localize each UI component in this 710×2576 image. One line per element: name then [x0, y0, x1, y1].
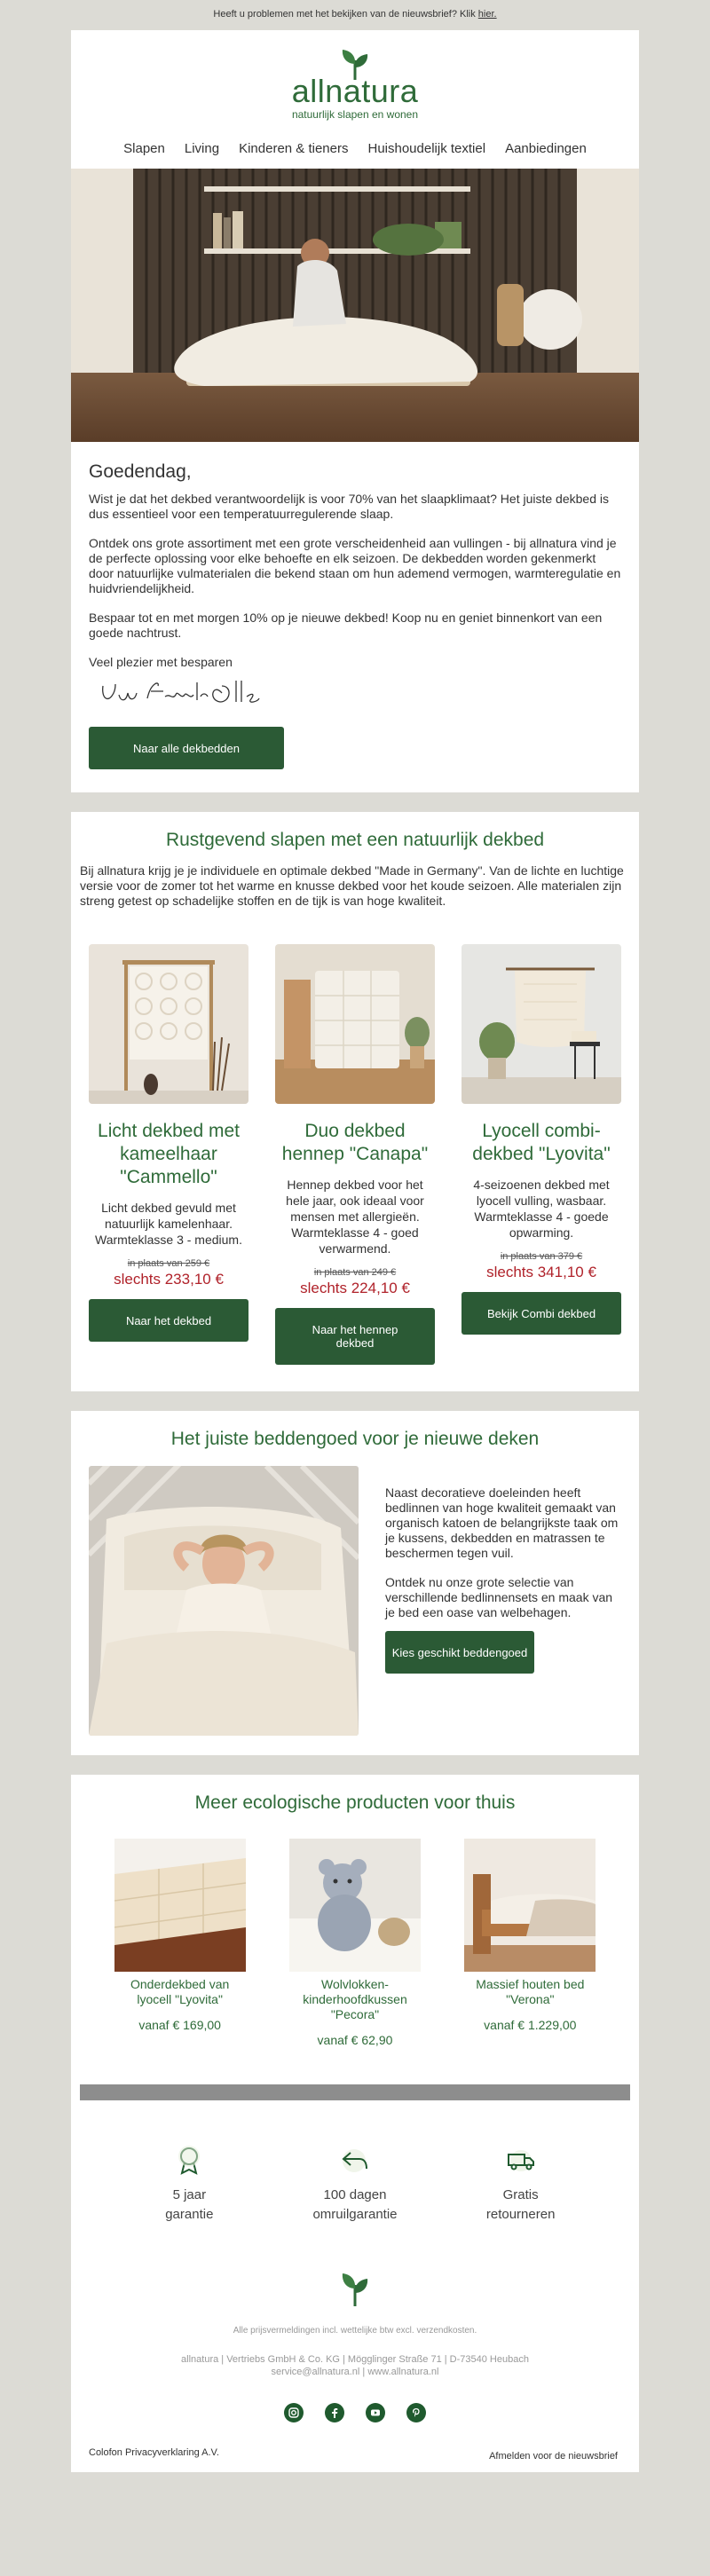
product-card — [275, 944, 435, 1365]
duvets-section — [71, 812, 639, 1391]
youtube-icon[interactable] — [366, 2403, 385, 2422]
spacer — [71, 1755, 639, 1775]
bedding-button[interactable]: Kies geschikt beddengoed — [385, 1631, 534, 1674]
return-arrow-icon — [284, 2143, 426, 2178]
signature-image — [89, 674, 621, 713]
spacer — [71, 1391, 639, 1411]
usp-line-1: 100 dagen — [323, 2187, 387, 2202]
usp-item — [284, 2143, 426, 2225]
product-image-lyovita[interactable] — [462, 944, 621, 1104]
usp-row — [80, 2100, 630, 2260]
nav-item-kinderen[interactable]: Kinderen & tieners — [239, 140, 349, 156]
footer-bottom — [80, 2440, 630, 2472]
all-duvets-button[interactable]: Naar alle dekbedden — [89, 727, 284, 769]
nav-item-slapen[interactable]: Slapen — [123, 140, 165, 156]
main-card — [71, 30, 639, 792]
bedding-title: Het juiste beddengoed voor je nieuwe deken — [170, 1429, 540, 1449]
bedding-content — [89, 1466, 621, 1736]
product-price: vanaf € 169,00 — [138, 2018, 221, 2032]
bedding-text — [385, 1466, 621, 1736]
product-name[interactable]: Wolvlokken-kinderhoofdkussen "Pecora" — [303, 1977, 407, 2021]
award-icon — [118, 2143, 260, 2178]
footer — [80, 2260, 630, 2472]
bedding-paragraph-2: Ontdek nu onze grote selectie van verschillende bedlinnensets en maak van je bed een oase van welbehagen. — [385, 1575, 613, 1619]
view-online-bar — [71, 0, 639, 30]
footer-address: allnatura | Vertriebs GmbH & Co. KG | Mögglinger Straße 71 | D-73540 Heubach — [181, 2354, 529, 2365]
product-image-pecora[interactable] — [289, 1839, 421, 1972]
duvets-intro: Bij allnatura krijg je je individuele en optimale dekbed "Made in Germany". Van de lichte en luchtige versie voor de zomer tot het warme en knusse dekbed voor het koude seizoen. Alle materialen zijn streng getest op schadelijke stoffen en de tijk is van hoge kwaliteit. — [80, 863, 624, 908]
more-products-list — [80, 1839, 630, 2047]
view-online-text: Heeft u problemen met het bekijken van de nieuwsbrief? Klik — [213, 9, 476, 20]
product-name[interactable]: Duo dekbed hennep "Canapa" — [281, 1121, 429, 1164]
product-name[interactable]: Licht dekbed met kameelhaar "Cammello" — [98, 1121, 240, 1187]
product-image-onderdekbed[interactable] — [114, 1839, 246, 1972]
usp-line-1: 5 jaar — [172, 2187, 207, 2202]
main-nav — [71, 128, 639, 169]
product-button-canapa[interactable]: Naar het hennep dekbed — [275, 1308, 435, 1365]
product-description: Licht dekbed gevuld met natuurlijk kamelenhaar. Warmteklasse 3 - medium. — [95, 1201, 242, 1247]
hero-image[interactable] — [71, 169, 639, 442]
spacer — [71, 792, 639, 812]
nav-item-living[interactable]: Living — [184, 140, 220, 156]
product-image-verona[interactable] — [464, 1839, 596, 1972]
social-links — [80, 2403, 630, 2422]
product-image-cammello[interactable] — [89, 944, 248, 1104]
sale-price: slechts 224,10 € — [300, 1280, 410, 1296]
product-button-lyovita[interactable]: Bekijk Combi dekbed — [462, 1292, 621, 1335]
usp-item — [118, 2143, 260, 2225]
nav-item-aanbiedingen[interactable]: Aanbiedingen — [505, 140, 587, 156]
truck-icon — [450, 2143, 592, 2178]
logo[interactable] — [292, 46, 419, 121]
usp-line-1: Gratis — [502, 2187, 539, 2202]
header — [71, 30, 639, 128]
product-name[interactable]: Onderdekbed van lyocell "Lyovita" — [130, 1977, 230, 2006]
product-image-canapa[interactable] — [275, 944, 435, 1104]
instagram-icon[interactable] — [284, 2403, 304, 2422]
product-description: 4-seizoenen dekbed met lyocell vulling, wasbaar. Warmteklasse 4 - goede opwarming. — [473, 1178, 610, 1240]
newsletter — [71, 0, 639, 2472]
bedding-image[interactable] — [89, 1466, 359, 1736]
product-button-cammello[interactable]: Naar het dekbed — [89, 1299, 248, 1342]
intro-paragraph-2: Ontdek ons grote assortiment met een grote verscheidenheid aan vullingen - bij allnatura vind je de perfecte oplossing voor elke behoefte en elk seizoen. De dekbedden worden gekenmerkt door natuurlijke vulmaterialen die bekend staan om hun ademend vermogen, warmteregulatie en huidvriendelijkheid. — [89, 536, 621, 595]
more-products-title: Meer ecologische producten voor thuis — [194, 1792, 516, 1813]
sale-price: slechts 233,10 € — [114, 1271, 224, 1288]
small-product-card[interactable] — [464, 1839, 596, 2047]
duvets-title: Rustgevend slapen met een natuurlijk dekbed — [165, 830, 545, 850]
product-description: Hennep dekbed voor het hele jaar, ook ideaal voor mensen met allergieën. Warmteklasse 4 - goed verwarmend. — [286, 1178, 424, 1256]
old-price: in plaats van 259 € — [127, 1258, 210, 1269]
brand-tagline: natuurlijk slapen en wonen — [291, 108, 419, 121]
usp-item — [450, 2143, 592, 2225]
product-name[interactable]: Massief houten bed "Verona" — [476, 1977, 585, 2006]
product-card — [89, 944, 248, 1365]
footer-price-note: Alle prijsvermeldingen incl. wettelijke btw excl. verzendkosten. — [233, 2326, 477, 2336]
intro-section — [71, 442, 639, 792]
duvet-products — [80, 944, 630, 1365]
product-price: vanaf € 62,90 — [317, 2033, 393, 2047]
bedding-section — [71, 1411, 639, 1755]
product-name[interactable]: Lyocell combi-dekbed "Lyovita" — [472, 1121, 611, 1164]
intro-paragraph-1: Wist je dat het dekbed verantwoordelijk is voor 70% van het slaapklimaat? Het juiste dekbed is dus essentieel voor een temperatuurregulerende slaap. — [89, 492, 609, 521]
brand-name: allnatura — [291, 73, 419, 109]
more-products-section — [71, 1775, 639, 2472]
old-price: in plaats van 249 € — [313, 1267, 397, 1278]
usp-line-2: omruilgarantie — [312, 2207, 398, 2222]
usp-line-2: retourneren — [485, 2207, 556, 2222]
sale-price: slechts 341,10 € — [486, 1264, 596, 1280]
product-card — [462, 944, 621, 1365]
footer-leaf-icon — [80, 2269, 630, 2308]
small-product-card[interactable] — [289, 1839, 421, 2047]
old-price: in plaats van 379 € — [500, 1251, 583, 1262]
greeting: Goedendag, — [89, 461, 192, 482]
intro-paragraph-3: Bespaar tot en met morgen 10% op je nieuwe dekbed! Koop nu en geniet binnenkort van een goede nachtrust. — [89, 611, 603, 640]
closing-line: Veel plezier met besparen — [89, 655, 233, 669]
usp-line-2: garantie — [165, 2207, 214, 2222]
divider-bar — [80, 2084, 630, 2100]
unsubscribe-link[interactable]: Afmelden voor de nieuwsbrief — [489, 2451, 618, 2462]
pinterest-icon[interactable] — [406, 2403, 426, 2422]
facebook-icon[interactable] — [325, 2403, 344, 2422]
footer-contact[interactable]: service@allnatura.nl | www.allnatura.nl — [271, 2367, 439, 2377]
legal-links[interactable]: Colofon Privacyverklaring A.V. — [89, 2447, 219, 2458]
nav-item-textiel[interactable]: Huishoudelijk textiel — [367, 140, 486, 156]
small-product-card[interactable] — [114, 1839, 246, 2047]
view-online-link[interactable]: hier. — [477, 9, 497, 20]
product-price: vanaf € 1.229,00 — [484, 2018, 577, 2032]
bedding-paragraph-1: Naast decoratieve doeleinden heeft bedlinnen van hoge kwaliteit gemaakt van organisch katoen de belangrijkste taak om je kussens, dekbedden en matrassen te beschermen tegen vuil. — [385, 1485, 619, 1560]
